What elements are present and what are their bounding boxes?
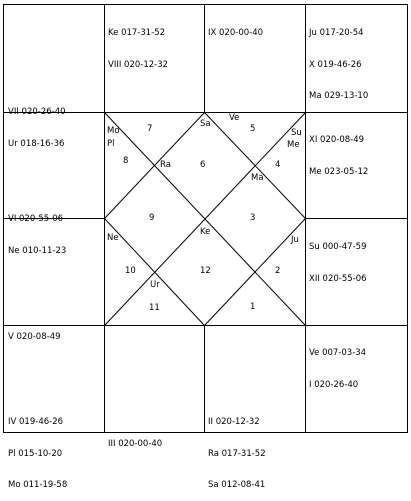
box-line: V 020-08-49 (8, 332, 61, 342)
planet-label-me: Me (287, 140, 300, 150)
box-line: VI 020-55-06 (8, 214, 64, 224)
box-line: III 020-00-40 (108, 439, 163, 449)
box-line: Sa 012-08-41 (208, 480, 266, 490)
planet-label-ke: Ke (200, 227, 211, 237)
planet-label-ju: Ju (291, 235, 299, 245)
box-line: Su 000-47-59 (309, 242, 367, 252)
box-line: IX 020-00-40 (208, 28, 264, 38)
house-number-7: 7 (147, 124, 153, 134)
box-top-3 (208, 7, 263, 49)
planet-label-sa: Sa (200, 119, 211, 129)
planet-label-mo: Mo (107, 126, 120, 136)
box-line: IV 019-46-26 (8, 417, 64, 427)
box-line: Ra 017-31-52 (208, 448, 266, 459)
box-line: Ne 010-11-23 (8, 245, 67, 256)
house-number-11: 11 (149, 303, 160, 313)
box-line: XII 020-55-06 (309, 273, 367, 284)
house-number-12: 12 (200, 266, 211, 276)
box-top-2 (108, 7, 168, 81)
box-bottom-2 (108, 418, 162, 460)
box-line: Mo 011-19-58 (8, 480, 68, 490)
box-line: Me 023-05-12 (309, 166, 369, 177)
box-left-1 (8, 193, 66, 267)
house-number-3: 3 (250, 213, 256, 223)
box-right-2 (309, 221, 367, 295)
house-number-6: 6 (200, 160, 206, 170)
box-line: VII 020-26-40 (8, 107, 66, 117)
planet-label-ra: Ra (160, 160, 171, 170)
planet-label-ma: Ma (251, 173, 264, 183)
box-right-1 (309, 114, 368, 188)
box-bottom-3 (208, 396, 266, 501)
box-line: Pl 015-10-20 (8, 448, 63, 459)
box-bottom-right (309, 327, 366, 401)
box-bottom-left (8, 396, 67, 501)
box-line: XI 020-08-49 (309, 135, 365, 145)
box-line: Ve 007-03-34 (309, 348, 367, 358)
box-line: I 020-26-40 (309, 379, 359, 390)
box-line: Ke 017-31-52 (108, 28, 166, 38)
box-line: VIII 020-12-32 (108, 59, 169, 70)
house-number-1: 1 (250, 302, 256, 312)
house-number-5: 5 (250, 124, 256, 134)
box-line: Ur 018-16-36 (8, 138, 65, 149)
box-line: Ju 017-20-54 (309, 28, 364, 38)
box-top-left (8, 86, 66, 160)
house-number-10: 10 (125, 266, 136, 276)
planet-label-su: Su (291, 128, 302, 138)
planet-label-ur: Ur (150, 280, 160, 290)
box-top-right (309, 7, 368, 112)
box-line: Ma 029-13-10 (309, 91, 369, 101)
planet-label-ne: Ne (107, 233, 119, 243)
box-line: X 019-46-26 (309, 59, 362, 70)
house-number-9: 9 (149, 213, 155, 223)
house-number-2: 2 (275, 266, 281, 276)
planet-label-pl: Pl (107, 139, 115, 149)
house-number-8: 8 (123, 156, 129, 166)
box-left-2 (8, 311, 61, 353)
box-line: II 020-12-32 (208, 417, 260, 427)
house-number-4: 4 (275, 160, 281, 170)
planet-label-ve: Ve (229, 113, 240, 123)
